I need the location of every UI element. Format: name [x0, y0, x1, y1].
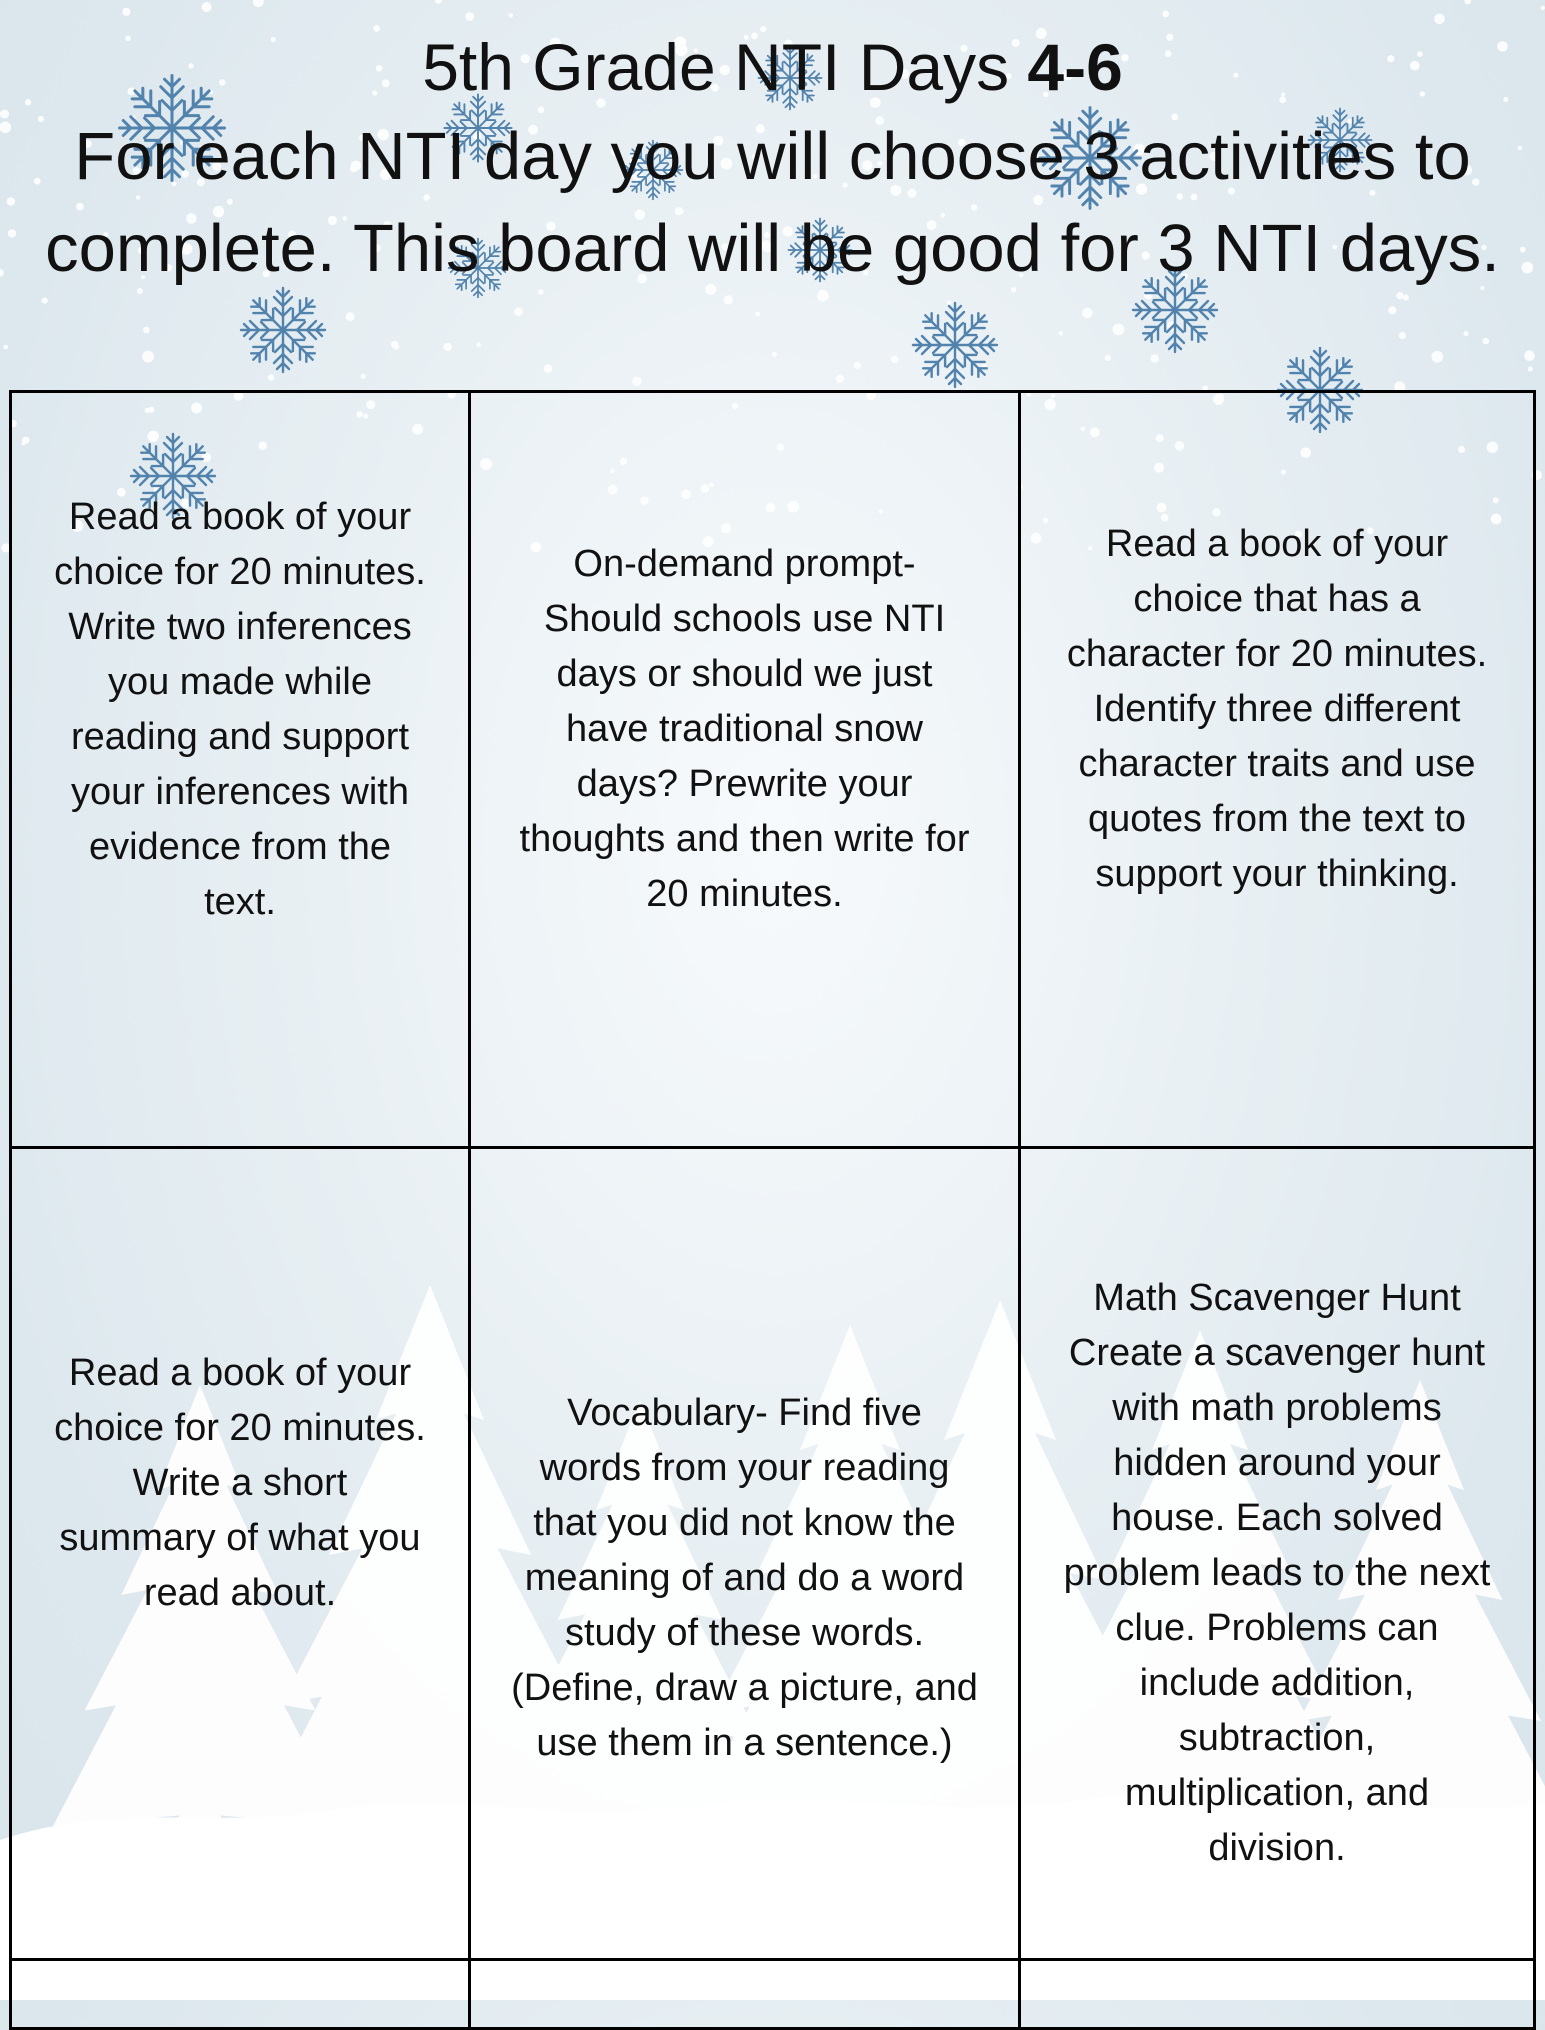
activity-text-line: subtraction, [1178, 1717, 1376, 1759]
activity-text-line: summary of what you [59, 1517, 421, 1559]
activity-text-line: you made while [107, 660, 373, 703]
snow-dot [1082, 308, 1093, 319]
snow-dot [346, 312, 355, 321]
activity-text-line: Math Scavenger Hunt [1093, 1277, 1461, 1319]
snow-dot [772, 352, 777, 357]
snow-dot [444, 343, 452, 351]
activity-text-line: (Define, draw a picture, and [511, 1667, 978, 1709]
instructions-line-1: For each NTI day you will choose 3 activities to [74, 119, 1471, 194]
activity-text-line: meaning of and do a word [524, 1557, 965, 1599]
snow-dot [632, 377, 641, 386]
activity-cell-1 [12, 393, 468, 1146]
snow-dot [514, 307, 523, 316]
activity-text-line: hidden around your [1113, 1442, 1441, 1484]
activity-text-line: clue. Problems can [1115, 1607, 1439, 1649]
activity-text-line: evidence from the [88, 825, 392, 868]
snow-dot [836, 375, 844, 383]
activity-text-line: reading and support [70, 715, 410, 758]
activity-text-line: days or should we just [556, 653, 933, 695]
activity-text-line: thoughts and then write for [519, 818, 970, 860]
activity-text [1067, 517, 1487, 902]
snowflake-icon [913, 303, 997, 387]
activity-text-line: character for 20 minutes. [1066, 633, 1488, 675]
snow-dot [509, 13, 513, 17]
activity-text-line: include addition, [1139, 1662, 1415, 1704]
activity-text-line: Write two inferences [68, 605, 412, 648]
snow-dot [122, 8, 130, 16]
activity-cell-6 [1021, 1149, 1533, 1958]
activity-text-line: Read a book of your [1105, 523, 1449, 565]
snow-dot [724, 295, 733, 304]
activity-text-line: choice that has a [1133, 578, 1421, 620]
snow-dot [142, 351, 154, 363]
activity-text-line: with math problems [1112, 1387, 1442, 1429]
title-days-range: 4-6 [1027, 30, 1123, 104]
snow-dot [1113, 324, 1125, 336]
snow-dot [755, 312, 760, 317]
snow-dot [202, 2, 212, 12]
activity-text [1064, 1271, 1491, 1876]
activity-text-line: character traits and use [1078, 743, 1476, 785]
activity-text-line: choice for 20 minutes. [54, 550, 426, 593]
activity-text-line: Read a book of your [68, 495, 412, 538]
activity-text-line: 20 minutes. [646, 873, 843, 915]
snow-dot [1403, 295, 1409, 301]
snow-dot [1388, 306, 1396, 314]
snow-dot [1483, 338, 1490, 345]
activity-text-line: words from your reading [539, 1447, 950, 1489]
activity-text [520, 537, 970, 922]
snow-dot [1151, 354, 1159, 362]
activity-text-line: use them in a sentence.) [536, 1722, 953, 1764]
snow-dot [891, 356, 898, 363]
activity-text-line: have traditional snow [565, 708, 923, 750]
activity-text-line: Vocabulary- Find five [567, 1392, 922, 1434]
snow-dot [42, 298, 48, 304]
title-prefix: 5th Grade NTI Days [422, 30, 1028, 104]
snow-dot [476, 342, 481, 347]
activity-text [54, 490, 426, 930]
snow-dot [1431, 351, 1443, 363]
activity-text-line: support your thinking. [1095, 853, 1459, 895]
activity-text [54, 1346, 426, 1621]
activity-text-line: Identify three different [1093, 688, 1461, 730]
snow-dot [947, 300, 951, 304]
snow-dot [1541, 6, 1545, 10]
activity-cell-4 [12, 1149, 468, 1958]
snow-dot [1162, 11, 1169, 18]
activity-text-line: problem leads to the next [1063, 1552, 1491, 1594]
snow-dot [465, 12, 474, 21]
page-title [0, 22, 1545, 112]
snow-dot [1524, 350, 1535, 361]
activity-text-line: Create a scavenger hunt [1068, 1332, 1486, 1374]
activity-text-line: days? Prewrite your [576, 763, 913, 805]
choice-board [9, 390, 1536, 2030]
activity-text-line: Read a book of your [68, 1352, 412, 1394]
snow-dot [1464, 0, 1471, 4]
instructions-line-2: complete. This board will be good for 3 NTI days. [45, 211, 1500, 286]
activity-cell-3 [1021, 393, 1533, 1146]
snow-dot [1463, 331, 1468, 336]
activity-text-line: that you did not know the [533, 1502, 956, 1544]
snow-dot [1528, 366, 1533, 371]
snow-dot [1105, 355, 1111, 361]
activity-text-line: On-demand prompt- [573, 543, 916, 585]
snow-dot [435, 0, 443, 4]
snow-dot [253, 0, 264, 7]
grid-divider [12, 1958, 1533, 1961]
snow-dot [268, 374, 274, 380]
activity-text-line: Should schools use NTI [543, 598, 946, 640]
activity-text-line: study of these words. [564, 1612, 925, 1654]
activity-text-line: multiplication, and [1124, 1772, 1430, 1814]
activity-text [511, 1386, 978, 1771]
snow-dot [3, 345, 8, 350]
activity-text-line: choice for 20 minutes. [54, 1407, 426, 1449]
activity-text-line: Write a short [132, 1462, 348, 1504]
activity-text-line: quotes from the text to [1087, 798, 1467, 840]
snowflake-icon [241, 288, 325, 372]
activity-text-line: your inferences with [71, 770, 409, 813]
snow-dot [394, 344, 399, 349]
snow-dot [1399, 332, 1406, 339]
activity-text-line: house. Each solved [1111, 1497, 1443, 1539]
snow-dot [143, 327, 150, 334]
activity-cell-5 [471, 1149, 1018, 1958]
activity-text-line: division. [1208, 1827, 1346, 1869]
activity-text-line: read about. [143, 1572, 337, 1614]
snow-dot [544, 364, 553, 373]
activity-text-line: text. [204, 880, 276, 923]
snow-dot [361, 374, 366, 379]
snow-dot [854, 362, 861, 369]
snow-dot [1059, 331, 1063, 335]
activity-cell-2 [471, 393, 1018, 1146]
